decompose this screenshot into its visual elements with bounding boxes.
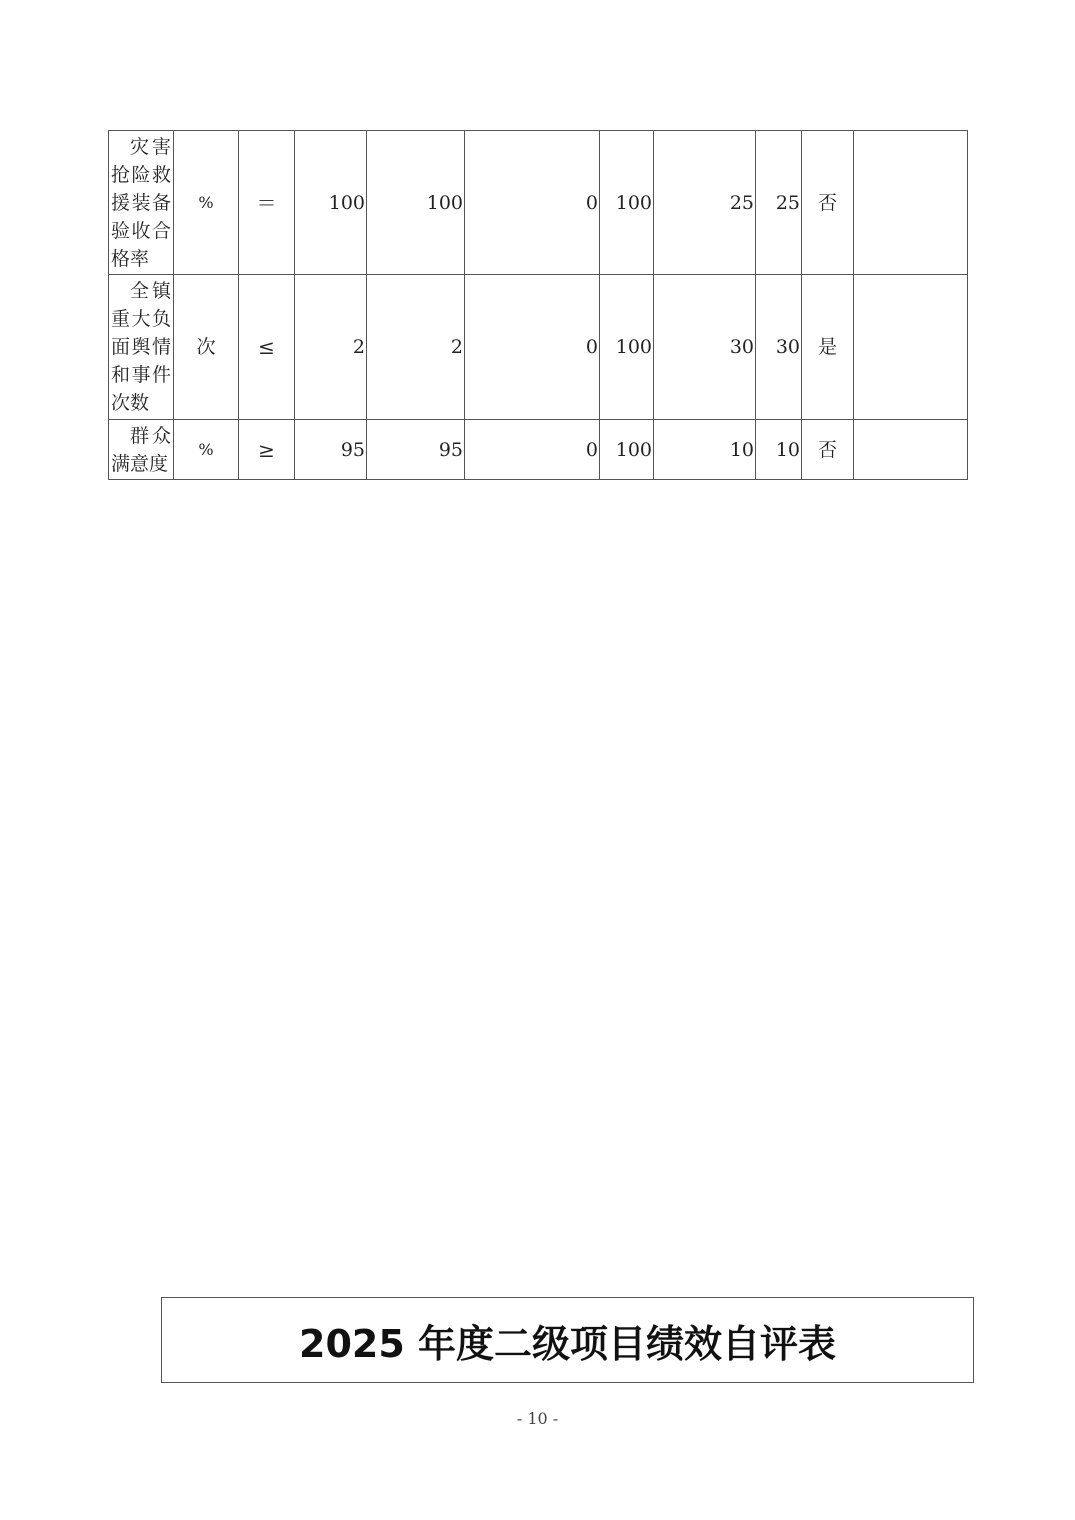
table-row [109, 275, 968, 420]
value-cell: 95 [367, 420, 465, 480]
operator-cell: ≤ [239, 275, 295, 420]
performance-indicator-table [108, 130, 968, 480]
value-cell: 95 [295, 420, 367, 480]
value-cell: 25 [756, 131, 802, 275]
value-cell: 0 [465, 275, 600, 420]
indicator-name-cell: 群众满意度 [109, 420, 174, 480]
form-title: 2025 年度二级项目绩效自评表 [299, 1321, 836, 1366]
value-cell: 0 [465, 131, 600, 275]
unit-cell: 次 [174, 275, 239, 420]
operator-cell: ≥ [239, 420, 295, 480]
flag-cell: 否 [802, 131, 854, 275]
value-cell: 100 [367, 131, 465, 275]
unit-cell: % [174, 131, 239, 275]
indicator-name-cell: 全镇重大负面舆情和事件次数 [109, 275, 174, 420]
value-cell: 25 [654, 131, 756, 275]
value-cell: 30 [756, 275, 802, 420]
unit-cell: % [174, 420, 239, 480]
table-row [109, 131, 968, 275]
indicator-name-cell: 灾害抢险救援装备验收合格率 [109, 131, 174, 275]
value-cell: 100 [295, 131, 367, 275]
value-cell: 30 [654, 275, 756, 420]
value-cell: 2 [295, 275, 367, 420]
note-cell [854, 420, 968, 480]
table-row [109, 420, 968, 480]
flag-cell: 否 [802, 420, 854, 480]
value-cell: 0 [465, 420, 600, 480]
note-cell [854, 275, 968, 420]
operator-cell: ＝ [239, 131, 295, 275]
note-cell [854, 131, 968, 275]
value-cell: 100 [600, 420, 654, 480]
page-number: - 10 - [516, 1409, 559, 1428]
value-cell: 100 [600, 131, 654, 275]
value-cell: 2 [367, 275, 465, 420]
form-title-box [161, 1297, 974, 1383]
value-cell: 100 [600, 275, 654, 420]
value-cell: 10 [654, 420, 756, 480]
value-cell: 10 [756, 420, 802, 480]
flag-cell: 是 [802, 275, 854, 420]
